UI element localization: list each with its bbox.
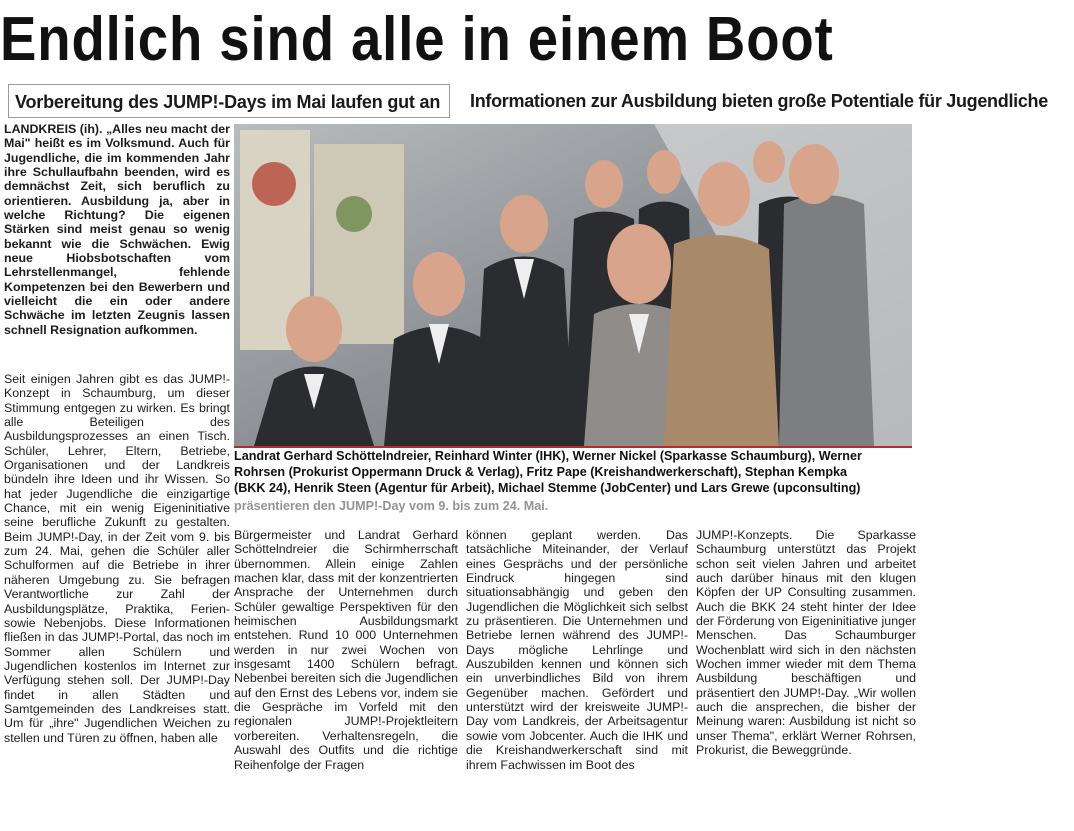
subheadline-left: Vorbereitung des JUMP!-Days im Mai laufen gut an	[8, 84, 450, 118]
caption-line: Rohrsen (Prokurist Oppermann Druck & Verlag), Fritz Pape (Kreishandwerkerschaft), Stephan Kempka	[234, 465, 848, 479]
article-column-2: Bürgermeister und Landrat Gerhard Schöttelndreier die Schirmherrschaft übernommen. Allein einige Zahlen machen klar, dass mit der konzentrierten Ansprache der Unternehmen durch Schüler gewaltige Perspektiven für den heimischen Ausbildungsmarkt entstehen. Rund 10 000 Unternehmen werden in nur zwei Wochen von insgesamt 1400 Schülern befragt. Nebenbei bereiten sich die Jugendlichen auf den Ernst des Lebens vor, indem sie die Gespräche im Vorfeld mit den regionalen JUMP!-Projektleitern vorbereiten. Verhaltensregeln, die Auswahl des Outfits und die richtige Reihenfolge der Fragen	[234, 528, 458, 772]
caption-line: (BKK 24), Henrik Steen (Agentur für Arbeit), Michael Stemme (JobCenter) und Lars Grewe (upconsulting)	[234, 481, 861, 495]
caption-line: Landrat Gerhard Schöttelndreier, Reinhard Winter (IHK), Werner Nickel (Sparkasse Schaumburg), Werner	[234, 449, 862, 463]
subheadline-right: Informationen zur Ausbildung bieten große Potentiale für Jugendliche	[470, 91, 1048, 111]
headline: Endlich sind alle in einem Boot	[0, 5, 834, 74]
article-column-4: JUMP!-Konzepts. Die Sparkasse Schaumburg unterstützt das Projekt schon seit vielen Jahren und arbeitet auch darüber hinaus mit den klugen Köpfen der UP Consulting zusammen. Auch die BKK 24 steht hinter der Idee der Förderung von Eigeninitiative junger Menschen. Das Schaumburger Wochenblatt wird sich in den nächsten Wochen immer wieder mit dem Thema Ausbildung beschäftigen und präsentiert den JUMP!-Day. „Wir wollen auch die ansprechen, die bisher der Meinung waren: Ausbildung ist nicht so unser Thema", erklärt Werner Rohrsen, Prokurist, die Beweggründe.	[696, 528, 916, 758]
article-column-3: können geplant werden. Das tatsächliche Miteinander, der Verlauf eines Gesprächs und der persönliche Eindruck hingegen sind situationsabhängig und geben den Jugendlichen die Möglichkeit sich selbst zu präsentieren. Die Unternehmen und Betriebe lernen während des JUMP!-Days mögliche Lehrlinge und Auszubilden kennen und können sich ein unverbindliches Bild von ihrem Gegenüber machen. Gefördert und unterstützt wird der kreisweite JUMP!-Day vom Landkreis, der Arbeitsagentur sowie vom Jobcenter. Auch die IHK und die Kreishandwerkerschaft sind mit ihrem Fachwissen im Boot des	[466, 528, 688, 772]
group-photo	[234, 124, 912, 446]
caption-line-partial: präsentieren den JUMP!-Day vom 9. bis zum 24. Mai.	[234, 499, 549, 513]
article-column-1: Seit einigen Jahren gibt es das JUMP!-Konzept in Schaumburg, um dieser Stimmung entgegen zu wirken. Es bringt alle Beteiligen des Ausbildungsprozesses an einen Tisch. Schüler, Lehrer, Eltern, Betriebe, Organisationen und der Landkreis bündeln ihre Ideen und ihr Wissen. So hat jeder Jugendliche die einzigartige Chance, mit ein wenig Eigeninitiative seine berufliche Zukunft zu gestalten. Beim JUMP!-Day, in der Zeit vom 9. bis zum 24. Mai, gehen die Schüler aller Schulformen auf die Betriebe in ihrer näheren Umgebung zu. Sie befragen Verantwortliche zur Zahl der Ausbildungsplätze, Praktika, Ferien- sowie Nebenjobs. Diese Informationen fließen in das JUMP!-Portal, das noch im Sommer allen Schülern und Jugendlichen kostenlos im Internet zur Verfügung stehen soll. Der JUMP!-Day findet in allen Städten und Samtgemeinden des Landkreises statt. Um für „ihre" Jugendlichen Weichen zu stellen und Türen zu öffnen, haben alle	[4, 372, 230, 745]
article-lead: LANDKREIS (ih). „Alles neu macht der Mai" heißt es im Volksmund. Auch für Jugendliche, die im kommenden Jahr ihre Schullaufbahn beenden, wird es demnächst Zeit, sich beruflich zu orientieren. Ausbildung ja, aber in welche Richtung? Die eigenen Stärken sind meist genau so wenig bekannt wie die Schwächen. Ewig neue Hiobsbotschaften vom Lehrstellenmangel, fehlende Kompetenzen bei den Bewerbern und vielleicht die ein oder andere Schwäche im letzten Zeugnis lassen schnell Resignation aufkommen.	[4, 122, 230, 337]
